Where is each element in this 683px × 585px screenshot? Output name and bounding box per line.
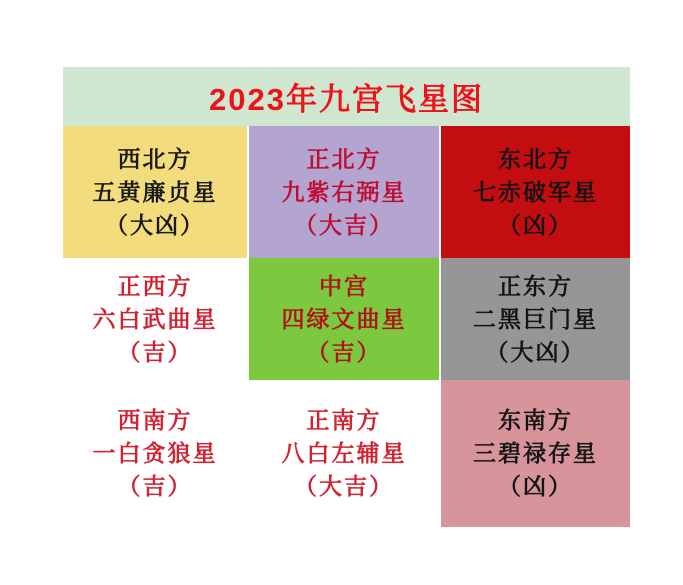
cell-luck: （大吉） <box>294 211 394 238</box>
cell-luck: （吉） <box>117 338 193 365</box>
cell-star: 九紫右弼星 <box>281 178 407 205</box>
cell-direction: 东南方 <box>498 407 573 433</box>
cell-star: 五黄廉贞星 <box>92 178 218 205</box>
cell-direction: 西南方 <box>117 407 193 433</box>
cell-star: 七赤破军星 <box>473 178 598 205</box>
cell-star: 三碧禄存星 <box>473 440 598 466</box>
cell-direction: 正西方 <box>117 272 193 299</box>
cell-luck: （吉） <box>117 473 193 499</box>
chart-title: 2023年九宫飞星图 <box>209 82 484 117</box>
chart-board <box>63 67 630 527</box>
cell-luck: （凶） <box>498 473 573 499</box>
cell-star: 六白武曲星 <box>92 305 218 332</box>
cell-south <box>249 380 439 527</box>
cell-direction: 正东方 <box>498 272 573 299</box>
cell-star: 一白贪狼星 <box>92 440 218 466</box>
cell-center <box>249 258 439 380</box>
cell-direction: 东北方 <box>498 145 573 172</box>
cell-luck: （吉） <box>306 338 382 365</box>
cell-luck: （大吉） <box>294 473 394 499</box>
chart-title-band <box>63 67 630 126</box>
cell-direction: 中宫 <box>319 272 369 299</box>
cell-star: 二黑巨门星 <box>473 305 598 332</box>
cell-west <box>63 258 247 380</box>
cell-northwest <box>63 126 247 258</box>
cell-northeast <box>441 126 630 258</box>
cell-star: 四绿文曲星 <box>281 305 407 332</box>
cell-star: 八白左辅星 <box>281 440 407 466</box>
cell-north <box>249 126 439 258</box>
cell-southeast <box>441 380 630 527</box>
cell-direction: 正北方 <box>306 145 382 172</box>
cell-direction: 正南方 <box>306 407 382 433</box>
cell-southwest <box>63 380 247 527</box>
cell-luck: （凶） <box>498 211 573 238</box>
cell-direction: 西北方 <box>117 145 193 172</box>
cell-luck: （大凶） <box>485 338 586 365</box>
cell-east <box>441 258 630 380</box>
palace-grid <box>63 126 630 527</box>
cell-luck: （大凶） <box>105 211 205 238</box>
